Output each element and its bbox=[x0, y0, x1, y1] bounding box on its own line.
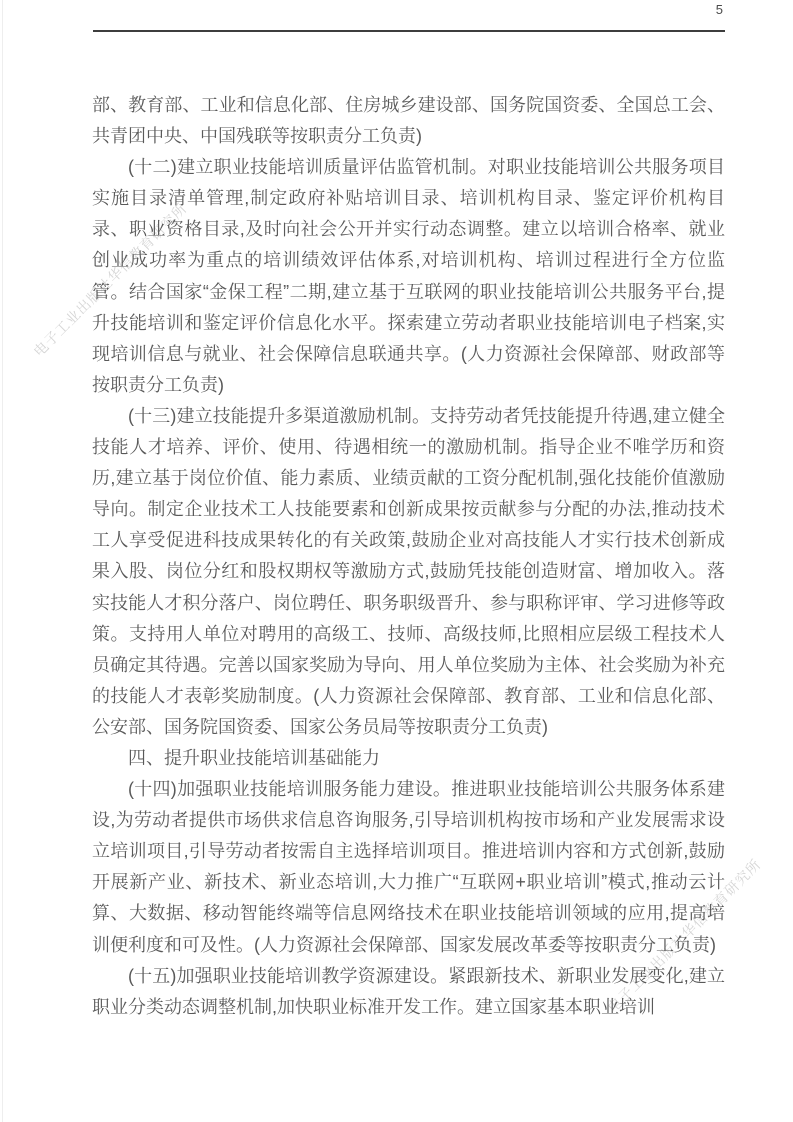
page-edge-artifact bbox=[2, 0, 3, 1122]
page-number: 5 bbox=[715, 2, 723, 17]
header-rule bbox=[93, 30, 725, 32]
paragraph: (十五)加强职业技能培训教学资源建设。紧跟新技术、新职业发展变化,建立职业分类动态调整机制,加快职业标准开发工作。建立国家基本职业培训 bbox=[92, 965, 725, 1017]
section-heading: 四、提升职业技能培训基础能力 bbox=[128, 747, 380, 768]
paragraph: (十三)建立技能提升多渠道激励机制。支持劳动者凭技能提升待遇,建立健全技能人才培养、评价、使用、待遇相统一的激励机制。指导企业不唯学历和资历,建立基于岗位价值、能力素质、业绩贡献的工资分配机制,强化技能价值激励导向。制定企业技术工人技能要素和创新成果按贡献参与分配的办法,推动技术工人享受促进科技成果转化的有关政策,鼓励企业对高技能人才实行技术创新成果入股、岗位分红和股权期权等激励方式,鼓励凭技能创造财富、增加收入。落实技能人才积分落户、岗位聘任、职务职级晋升、参与职称评审、学习进修等政策。支持用人单位对聘用的高级工、技师、高级技师,比照相应层级工程技术人员确定其待遇。完善以国家奖励为导向、用人单位奖励为主体、社会奖励为补充的技能人才表彰奖励制度。(人力资源社会保障部、教育部、工业和信息化部、公安部、国务院国资委、国家公务员局等按职责分工负责) bbox=[92, 405, 725, 737]
watermark-diagonal-left: 电子工业出版社华信教育研究所 bbox=[30, 199, 191, 360]
document-body bbox=[92, 90, 725, 1023]
paragraph: (十四)加强职业技能培训服务能力建设。推进职业技能培训公共服务体系建设,为劳动者提供市场供求信息咨询服务,引导培训机构按市场和产业发展需求设立培训项目,引导劳动者按需自主选择培训项目。推进培训内容和方式创新,鼓励开展新产业、新技术、新业态培训,大力推广“互联网+职业培训”模式,推动云计算、大数据、移动智能终端等信息网络技术在职业技能培训领域的应用,提高培训便利度和可及性。(人力资源社会保障部、国家发展改革委等按职责分工负责) bbox=[92, 779, 725, 955]
watermark-diagonal-right: 电子工业出版社华信教育研究所 bbox=[604, 855, 765, 1016]
paragraph: 部、教育部、工业和信息化部、住房城乡建设部、国务院国资委、全国总工会、共青团中央、中国残联等按职责分工负责) bbox=[92, 95, 725, 147]
paragraph: (十二)建立职业技能培训质量评估监管机制。对职业技能培训公共服务项目实施目录清单管理,制定政府补贴培训目录、培训机构目录、鉴定评价机构目录、职业资格目录,及时向社会公开并实行动态调整。建立以培训合格率、就业创业成功率为重点的培训绩效评估体系,对培训机构、培训过程进行全方位监管。结合国家“金保工程”二期,建立基于互联网的职业技能培训公共服务平台,提升技能培训和鉴定评价信息化水平。探索建立劳动者职业技能培训电子档案,实现培训信息与就业、社会保障信息联通共享。(人力资源社会保障部、财政部等按职责分工负责) bbox=[92, 157, 725, 395]
